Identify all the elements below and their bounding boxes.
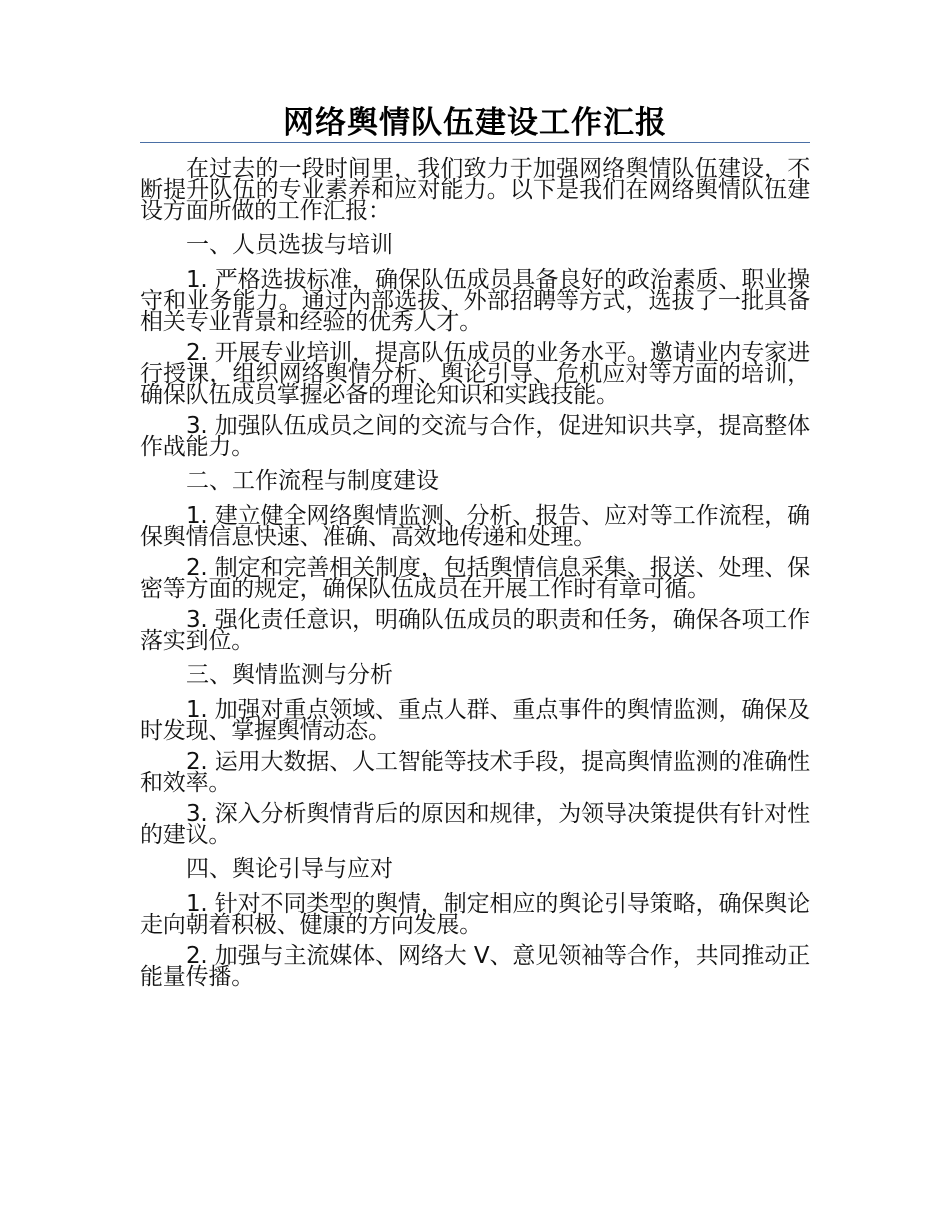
list-item: 1. 针对不同类型的舆情，制定相应的舆论引导策略，确保舆论走向朝着积极、健康的方向发展。 (140, 891, 810, 938)
list-item: 3. 深入分析舆情背后的原因和规律，为领导决策提供有针对性的建议。 (140, 801, 810, 848)
section-heading-monitoring: 三、舆情监测与分析 (186, 662, 393, 688)
list-item: 2. 制定和完善相关制度，包括舆情信息采集、报送、处理、保密等方面的规定，确保队伍成员在开展工作时有章可循。 (140, 555, 810, 602)
list-item: 2. 加强与主流媒体、网络大 V、意见领袖等合作，共同推动正能量传播。 (140, 943, 810, 990)
list-item: 2. 开展专业培训，提高队伍成员的业务水平。邀请业内专家进行授课，组织网络舆情分析、舆论引导、危机应对等方面的培训，确保队伍成员掌握必备的理论知识和实践技能。 (140, 340, 810, 408)
list-item: 3. 加强队伍成员之间的交流与合作，促进知识共享，提高整体作战能力。 (140, 413, 810, 460)
intro-paragraph: 在过去的一段时间里，我们致力于加强网络舆情队伍建设，不断提升队伍的专业素养和应对能力。以下是我们在网络舆情队伍建设方面所做的工作汇报： (140, 156, 810, 224)
document-title: 网络舆情队伍建设工作汇报 (283, 105, 667, 141)
list-item: 3. 强化责任意识，明确队伍成员的职责和任务，确保各项工作落实到位。 (140, 607, 810, 654)
title-underline (140, 142, 810, 143)
document-body (140, 104, 810, 998)
list-item: 1. 建立健全网络舆情监测、分析、报告、应对等工作流程，确保舆情信息快速、准确、高效地传递和处理。 (140, 503, 810, 550)
section-heading-personnel: 一、人员选拔与培训 (186, 232, 393, 258)
section-heading-workflow: 二、工作流程与制度建设 (186, 468, 439, 494)
section-heading-guidance: 四、舆论引导与应对 (186, 856, 393, 882)
list-item: 1. 严格选拔标准，确保队伍成员具备良好的政治素质、职业操守和业务能力。通过内部选拔、外部招聘等方式，选拔了一批具备相关专业背景和经验的优秀人才。 (140, 267, 810, 335)
list-item: 1. 加强对重点领域、重点人群、重点事件的舆情监测，确保及时发现、掌握舆情动态。 (140, 697, 810, 744)
list-item: 2. 运用大数据、人工智能等技术手段，提高舆情监测的准确性和效率。 (140, 749, 810, 796)
